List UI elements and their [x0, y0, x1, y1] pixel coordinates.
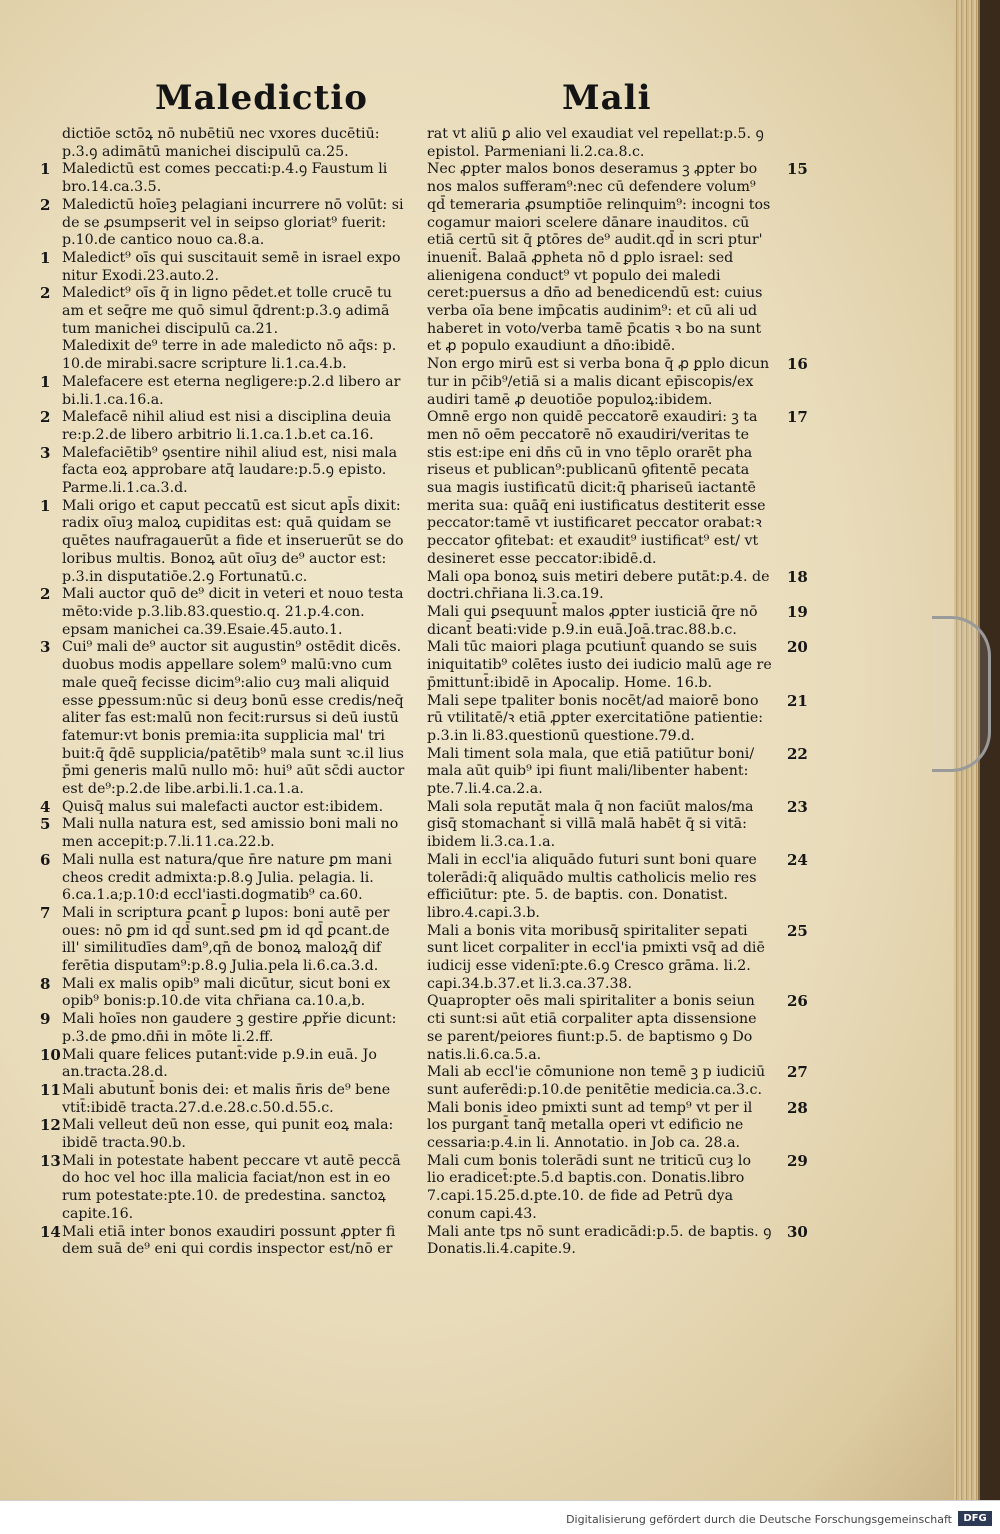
- index-entry: [427, 691, 808, 746]
- entry-text: Mali opa bonoꝝ suis metiri debere putāt:p.4. de doctri.chr̄iana li.3.ca.19.: [427, 568, 770, 603]
- entry-number: 15: [787, 160, 808, 179]
- entry-text: Mali sola reputāt mala q̄ non faciūt malos/ma gisq̄ stomachant̄ si villā malā habēt q̄ si vitā: ibidem li.3.ca.1.a.: [427, 798, 754, 851]
- entry-text: Mali timent sola mala, que etiā patiūtur boni/ mala aūt quib⁹ ipi fiunt mali/libenter habent: pte.7.li.4.ca.2.a.: [427, 745, 755, 798]
- index-entry: [427, 638, 808, 692]
- index-entry: [40, 1080, 407, 1117]
- index-entry: [40, 974, 407, 1011]
- entry-number: 1: [40, 160, 51, 179]
- index-entry: [40, 372, 407, 409]
- entry-number: 11: [40, 1080, 61, 1099]
- entry-number: 1: [40, 248, 51, 267]
- entry-number: 10: [40, 1045, 61, 1064]
- index-entry: [40, 195, 407, 250]
- index-entry: [40, 248, 407, 285]
- index-entry: [40, 443, 407, 498]
- index-entry: [40, 797, 407, 817]
- entry-text: Mali bonis ideo pmixti sunt ad temp⁹ vt per il los purgant̄ tanq̄ metalla operi vt edificio ne cessaria:p.4.in li. Annotatio. in Job ca. 28.a.: [427, 1099, 753, 1152]
- index-entry: [40, 903, 407, 976]
- index-entry: [427, 567, 808, 604]
- entry-text: Maledictū est comes peccati:p.4.ꝯ Faustum li bro.14.ca.3.5.: [62, 161, 388, 196]
- index-entry: [62, 126, 407, 161]
- index-entry: [62, 338, 407, 373]
- entry-number: 8: [40, 974, 51, 993]
- entry-text: Mali origo et caput peccatū est sicut apl̄s dixit: radix oīuȝ maloꝝ cupiditas est: quā quidam se quētes naufragauerūt a fide et inseruerūt se do loribus multis. Bonoꝝ aūt oīuȝ de⁹ auctor est: p.3.in disputatiōe.2.ꝯ Fortunatū.c.: [62, 497, 404, 585]
- index-entry: [40, 1151, 407, 1224]
- entry-number: 27: [787, 1063, 808, 1082]
- entry-text: Maledictū hoīeꝫ pelagiani incurrere nō volūt: si de se ꝓsumpserit vel in seipso gloriat⁹ fuerit: p.10.de cantico nouo ca.8.a.: [62, 196, 404, 249]
- entry-number: 1: [40, 496, 51, 515]
- entry-number: 18: [787, 567, 808, 586]
- entry-number: 14: [40, 1222, 61, 1241]
- index-entry: [427, 992, 808, 1064]
- index-entry: [40, 1010, 407, 1046]
- index-entry: [40, 638, 407, 798]
- entry-text: Mali qui ꝑsequunt̄ malos ꝓpter iusticiā q̄re nō dicant̄ beati:vide p.9.in euā.Joā.trac.88.b.c.: [427, 603, 758, 638]
- entry-text: Mali sepe tpaliter bonis nocēt/ad maiorē bono rū vtilitatē/ꝛ etiā ꝓpter exercitatiōne patientie: p.3.in li.83.questionū questione.79.d.: [427, 692, 764, 744]
- index-entry: [427, 1151, 808, 1224]
- entry-number: 24: [787, 850, 808, 869]
- right-column: [427, 126, 808, 1259]
- entry-text: Mali in eccl'ia aliquādo futuri sunt boni quare tolerādi:q̄ aliquādo multis catholicis melio res efficiūtur: pte. 5. de baptis. con. Donatist. libro.4.capi.3.b.: [427, 851, 757, 921]
- entry-text: Mali ante tps nō sunt eradicādi:p.5. de baptis. ꝯ Donatis.li.4.capite.9.: [427, 1223, 772, 1258]
- entry-text: Malefacere est eterna negligere:p.2.d libero ar bi.li.1.ca.16.a.: [62, 373, 401, 408]
- index-entry: [40, 1222, 407, 1259]
- index-entry: [40, 160, 407, 196]
- entry-number: 19: [787, 602, 808, 621]
- left-running-head: Maledictio: [155, 78, 368, 118]
- index-entry: [427, 1063, 808, 1099]
- entry-number: 17: [787, 408, 808, 427]
- entry-text: Malefaciētib⁹ ꝯsentire nihil aliud est, nisi mala facta eoꝝ approbare atq̄ laudare:p.5.ꝯ episto. Parme.li.1.ca.3.d.: [62, 444, 398, 497]
- index-entry: [427, 126, 772, 161]
- index-entry: [427, 1098, 808, 1153]
- index-entry: [40, 1116, 407, 1152]
- index-entry: [40, 850, 407, 905]
- entry-number: 1: [40, 372, 51, 391]
- entry-number: 25: [787, 921, 808, 940]
- dfg-logo: DFG: [958, 1511, 992, 1526]
- footer-bar: [0, 1500, 1000, 1534]
- entry-number: 13: [40, 1151, 61, 1170]
- entry-text: Mali nulla est natura/que n̄re nature ꝑm mani cheos credit admixta:p.8.ꝯ Julia. pelagia. li. 6.ca.1.a;p.10:d eccl'iasti.dogmatib⁹ ca.60.: [62, 851, 392, 904]
- entry-text: Nec ꝓpter malos bonos deseramus ꝫ ꝓpter bo nos malos sufferam⁹:nec cū defendere volum⁹ qd̄ temeraria ꝓsumptiōe relinquim⁹: incogni tos cogamur maiori scelere dānare inauditos. cū etiā certū sit q̄ ꝑtōres de⁹ audit.qd̄ in scri ptur' inuenit̄. Balaā ꝓpheta nō d ꝑplo israel: sed alienigena conduct⁹ vt populo dei maledi ceret:puersus a dn̄o ad benedicendū est: cuius verba oīa bene imp̄catis audinim⁹: et cū ali ud haberet in voto/verba tamē p̄catis ꝛ bo na sunt et ꝓ populo exaudiunt a dn̄o:ibidē.: [427, 161, 771, 355]
- entry-number: 21: [787, 691, 808, 710]
- funding-credit: Digitalisierung gefördert durch die Deutsche Forschungsgemeinschaft: [566, 1513, 952, 1526]
- entry-text: Maledict⁹ oīs q̄ in ligno pēdet.et tolle crucē tu am et seq̄re me quō simul q̄drent:p.3.ꝯ adimā tum manichei discipulū ca.21.: [62, 285, 392, 337]
- entry-text: Mali quare felices putant̄:vide p.9.in euā. Jo an.tracta.28.d.: [62, 1046, 377, 1081]
- entry-text: rat vt aliū ꝑ alio vel exaudiat vel repellat:p.5. ꝯ epistol. Parmeniani li.2.ca.8.c.: [427, 126, 764, 160]
- entry-number: 9: [40, 1010, 51, 1029]
- entry-text: Mali abutunt̄ bonis dei: et malis n̄ris de⁹ bene vtit̄:ibidē tracta.27.d.e.28.c.50.d.55.c.: [62, 1081, 391, 1116]
- entry-number: 26: [787, 992, 808, 1011]
- entry-text: Non ergo mirū est si verba bona q̄ ꝓ ꝑplo dicun tur in pc̄ib⁹/etiā si a malis dicant ep̄iscopis/ex audiri tamē ꝓ deuotiōe populoꝝ:ibidem.: [427, 356, 770, 408]
- entry-number: 4: [40, 797, 51, 816]
- page-clip: [932, 616, 991, 772]
- index-entry: [427, 355, 808, 409]
- entry-text: Mali a bonis vita moribusq̄ spiritaliter sepati sunt licet corpaliter in eccl'ia pmixti vsq̄ ad diē iudicij esse videnī:pte.6.ꝯ Cresco grāma. li.2. capi.34.b.37.et li.3.ca.37.38.: [427, 922, 765, 992]
- entry-number: 6: [40, 850, 51, 869]
- index-entry: [427, 408, 808, 568]
- index-entry: [40, 496, 407, 587]
- entry-number: 20: [787, 638, 808, 657]
- entry-text: Mali in potestate habent peccare vt autē peccā do hoc vel hoc illa malicia faciat/non est in eo rum potestate:pte.10. de predestina. sanctoꝝ capite.16.: [62, 1152, 401, 1222]
- index-entry: [40, 408, 407, 444]
- entry-text: Mali ex malis opib⁹ mali dicūtur, sicut boni ex opib⁹ bonis:p.10.de vita chr̄iana ca.10.a,b.: [62, 975, 391, 1010]
- entry-text: Mali hoīes non gaudere ꝫ gestire ꝓpřie dicunt: p.3.de ꝑmo.dn̄i in mōte li.2.ff.: [62, 1011, 397, 1045]
- entry-number: 2: [40, 408, 51, 427]
- entry-text: Mali velleut deū non esse, qui punit eoꝝ mala: ibidē tracta.90.b.: [62, 1117, 394, 1152]
- index-entry: [427, 797, 808, 852]
- entry-number: 28: [787, 1098, 808, 1117]
- index-entry: [427, 744, 808, 799]
- entry-number: 30: [787, 1222, 808, 1241]
- entry-number: 29: [787, 1151, 808, 1170]
- right-running-head: Mali: [562, 78, 652, 118]
- index-entry: [427, 921, 808, 994]
- entry-number: 16: [787, 355, 808, 374]
- index-entry: [40, 585, 407, 639]
- entry-number: 2: [40, 585, 51, 604]
- index-entry: [427, 160, 808, 356]
- entry-text: Mali auctor quō de⁹ dicit in veteri et nouo testa mēto:vide p.3.lib.83.questio.q. 21.p.4.con. epsam manichei ca.39.Esaie.45.auto.1.: [62, 586, 404, 638]
- entry-number: 23: [787, 797, 808, 816]
- entry-number: 5: [40, 815, 51, 834]
- entry-text: Malefacē nihil aliud est nisi a disciplina deuia re:p.2.de libero arbitrio li.1.ca.1.b.et ca.16.: [62, 409, 392, 443]
- entry-number: 2: [40, 284, 51, 303]
- entry-text: Quapropter oēs mali spiritaliter a bonis seiun cti sunt:si aūt etiā corpaliter apta dissensione se parent/peiores fiunt:p.5. de baptismo ꝯ Do natis.li.6.ca.5.a.: [427, 993, 757, 1063]
- entry-number: 2: [40, 195, 51, 214]
- index-entry: [427, 602, 808, 639]
- entry-text: Mali ab eccl'ie cōmunione non temē ꝫ p iudiciū sunt auferēdi:p.10.de penitētie medicia.ca.3.c.: [427, 1064, 766, 1098]
- index-entry: [427, 1222, 808, 1259]
- index-entry: [40, 1045, 407, 1082]
- entry-text: Maledixit de⁹ terre in ade maledicto nō aq̄s: p. 10.de mirabi.sacre scripture li.1.ca.4.b.: [62, 338, 397, 373]
- entry-text: Mali etiā inter bonos exaudiri possunt ꝓpter fi dem suā de⁹ eni qui cordis inspector est/nō er: [62, 1223, 396, 1258]
- entry-text: Cui⁹ mali de⁹ auctor sit augustin⁹ ostēdit dicēs. duobus modis appellare solem⁹ malū:vno cum male queq̄ fecisse dicim⁹:alio cuȝ mali aliquid esse ꝑpessum:nūc si deuȝ bonū esse credis/neq̄ aliter fas est:malū non fecit:rursus si deū iustū fatemur:vt bonis premia:ita supplicia mal' tri buit:q̄ q̄dē supplicia/patētib⁹ mala sunt ꝛc.il lius p̄mi generis malū nullo mō: hui⁹ aūt sc̄di auctor est de⁹:p.2.de libe.arbi.li.1.ca.1.a.: [62, 639, 405, 798]
- entry-text: dictiōe sctōꝝ nō nubētiū nec vxores ducētiū: p.3.ꝯ adimātū manichei discipulū ca.25.: [62, 126, 380, 160]
- entry-number: 22: [787, 744, 808, 763]
- entry-text: Mali nulla natura est, sed amissio boni mali no men accepit:p.7.li.11.ca.22.b.: [62, 816, 399, 851]
- entry-text: Mali cum bonis tolerādi sunt ne triticū cuȝ lo lio eradicet̄:pte.5.d baptis.con. Donatis.libro 7.capi.15.25.d.pte.10. de fide ad Petrū dya conum capi.43.: [427, 1152, 751, 1222]
- entry-text: Omnē ergo non quidē peccatorē exaudiri: ꝫ ta men nō oēm peccatorē nō exaudiri/veritas te stis est:ipe eni dn̄s cū in vno tēplo orarēt pha riseus et publican⁹:publicanū ꝯfitentē pecata sua magis iustificatū dicit:q̄ phariseū iactantē merita sua: quāq̄ eni iustificatus destiterit esse peccator:tamē vt iustificaret peccator orabat:ꝛ peccator ꝯfitebat: et exaudit⁹ iustificat⁹ est/ vt desineret esse peccator:ibidē.d.: [427, 409, 766, 567]
- entry-text: Maledict⁹ oīs qui suscitauit semē in israel expo nitur Exodi.23.auto.2.: [62, 249, 401, 284]
- index-entry: [40, 815, 407, 851]
- entry-number: 12: [40, 1116, 61, 1135]
- entry-text: Mali in scriptura ꝑcant̄ ꝑ lupos: boni autē per oues: nō ꝑm id qd̄ sunt.sed ꝑm id qd̄ ꝑcant.de ill' similitudīes dam⁹,qn̄ de bonoꝝ maloꝝq̄ dif ferētia disputam⁹:p.8.ꝯ Julia.pela li.6.ca.3.d.: [62, 904, 390, 975]
- entry-text: Mali tūc maiori plaga pcutiunt̄ quando se suis iniquitatib⁹ colētes iusto dei iudicio malū age re p̄mittunt̄:ibidē in Apocalip. Home. 16.b.: [427, 639, 772, 691]
- index-entry: [427, 850, 808, 923]
- entry-number: 3: [40, 443, 51, 462]
- entry-text: Quisq̄ malus sui malefacti auctor est:ibidem.: [62, 798, 384, 815]
- index-entry: [40, 284, 407, 338]
- left-column: [40, 126, 407, 1259]
- entry-number: 3: [40, 638, 51, 657]
- entry-number: 7: [40, 903, 51, 922]
